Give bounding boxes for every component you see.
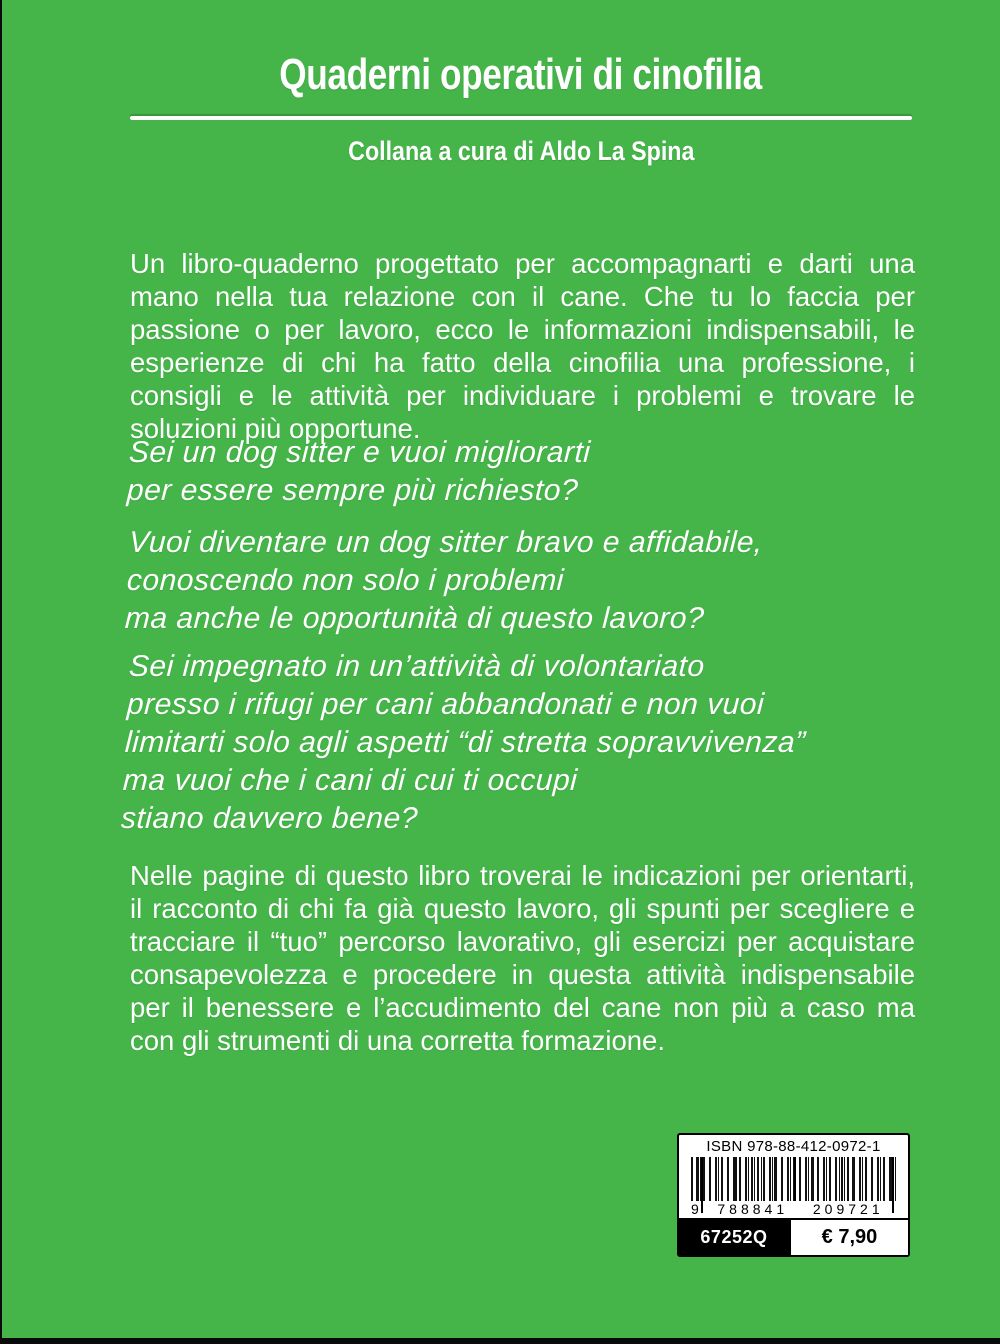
series-editor: Collana a cura di Aldo La Spina <box>347 136 695 166</box>
barcode-bars <box>691 1157 896 1201</box>
page-bottom-edge <box>0 1338 1000 1344</box>
barcode-digit-first: 9 <box>691 1201 699 1217</box>
series-editor-wrap <box>130 136 912 167</box>
barcode-digit-group-2: 209721 <box>805 1201 893 1217</box>
price: € 7,90 <box>789 1220 908 1255</box>
intro-paragraph: Un libro-quaderno progettato per accompagnarti e darti una mano nella tua relazione con il cane. Che tu lo faccia per passione o per lavoro, ecco le informazioni indispensabili, le esperienze di chi ha fatto della cinofilia una professione, i consigli e le attività per individuare i problemi e trovare le soluzioni più opportune. <box>130 248 915 444</box>
price-row <box>679 1218 908 1255</box>
product-code: 67252Q <box>679 1220 789 1255</box>
series-title: Quaderni operativi di cinofilia <box>279 50 763 99</box>
barcode-box <box>677 1133 910 1257</box>
isbn-label: ISBN 978-88-412-0972-1 <box>706 1138 881 1155</box>
closing-paragraph: Nelle pagine di questo libro troverai le indicazioni per orientarti, il racconto di chi fa già questo lavoro, gli spunti per scegliere e tracciare il “tuo” percorso lavorativo, gli esercizi per acquistare consapevolezza e procedere in questa attività indispensabile per il benessere e l’accudimento del cane non più a caso ma con gli strumenti di una corretta formazione. <box>130 860 915 1056</box>
question-block-1: Sei un dog sitter e vuoi migliorarti per essere sempre più richiesto? <box>126 436 592 507</box>
question-block-2: Vuoi diventare un dog sitter bravo e affidabile, conoscendo non solo i problemi ma anche le opportunità di questo lavoro? <box>124 526 764 635</box>
header-divider-rule <box>130 116 912 120</box>
barcode-digit-group-1: 788841 <box>709 1201 797 1217</box>
barcode-digits <box>691 1201 896 1217</box>
question-block-3: Sei impegnato in un’attività di volontariato presso i rifugi per cani abbandonati e non vuoi limitarti solo agli aspetti “di stretta sopravvivenza” ma vuoi che i cani di cui ti occupi stiano davvero bene? <box>120 650 807 835</box>
series-header <box>130 50 912 100</box>
page-left-edge <box>0 0 2 1344</box>
